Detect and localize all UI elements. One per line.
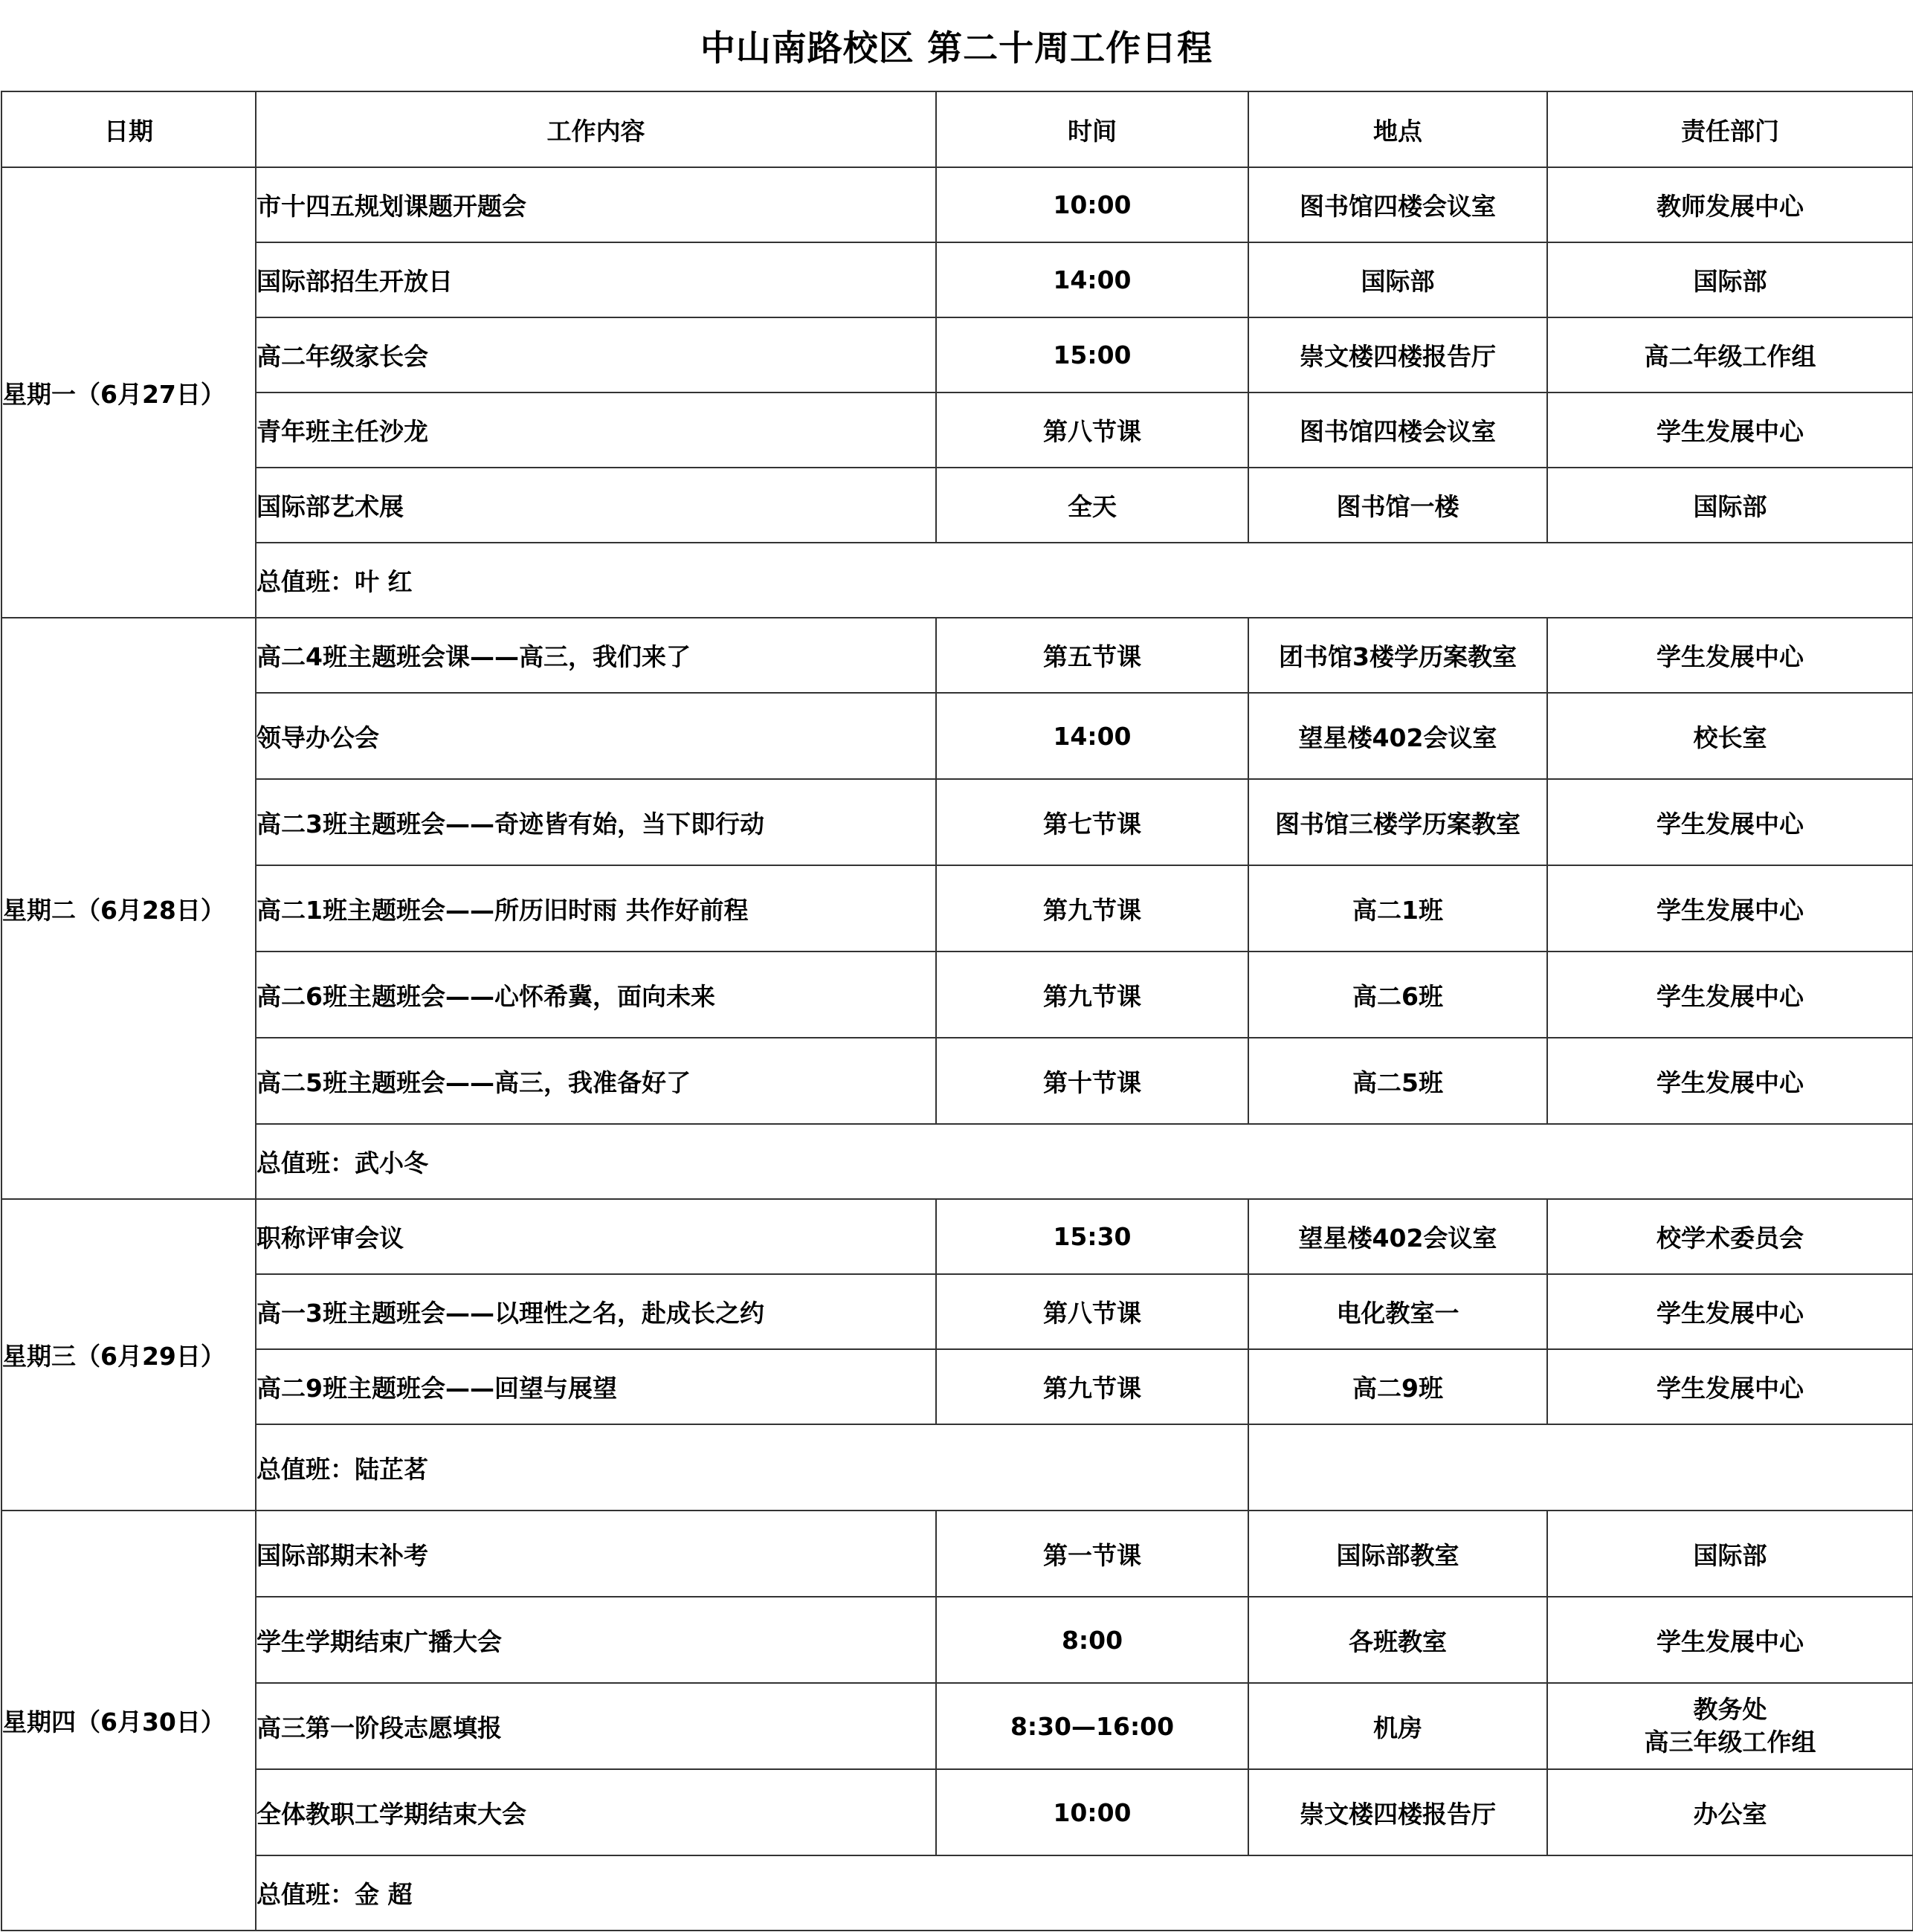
place-cell: 图书馆四楼会议室 bbox=[1248, 392, 1547, 468]
day-cell-tuesday: 星期二（6月28日） bbox=[1, 618, 256, 1199]
content-cell: 高二3班主题班会——奇迹皆有始，当下即行动 bbox=[256, 779, 936, 865]
dept-cell: 校学术委员会 bbox=[1547, 1199, 1913, 1274]
dept-cell: 学生发展中心 bbox=[1547, 1038, 1913, 1124]
time-cell: 8:30—16:00 bbox=[936, 1683, 1248, 1769]
time-cell: 全天 bbox=[936, 468, 1248, 543]
table-row bbox=[1, 1274, 1913, 1349]
content-cell: 国际部招生开放日 bbox=[256, 242, 936, 317]
content-cell: 国际部期末补考 bbox=[256, 1511, 936, 1597]
dept-cell: 学生发展中心 bbox=[1547, 1597, 1913, 1683]
time-cell: 第八节课 bbox=[936, 1274, 1248, 1349]
time-cell: 第一节课 bbox=[936, 1511, 1248, 1597]
dept-cell: 学生发展中心 bbox=[1547, 1349, 1913, 1424]
place-cell: 望星楼402会议室 bbox=[1248, 1199, 1547, 1274]
dept-cell: 校长室 bbox=[1547, 693, 1913, 779]
table-row bbox=[1, 1511, 1913, 1597]
table-row bbox=[1, 618, 1913, 693]
table-row bbox=[1, 317, 1913, 392]
table-row bbox=[1, 693, 1913, 779]
place-cell: 高二5班 bbox=[1248, 1038, 1547, 1124]
place-cell: 图书馆三楼学历案教室 bbox=[1248, 779, 1547, 865]
empty-cell bbox=[1248, 1424, 1913, 1511]
time-cell: 10:00 bbox=[936, 1769, 1248, 1855]
content-cell: 高二1班主题班会——所历旧时雨 共作好前程 bbox=[256, 865, 936, 952]
header-dept: 责任部门 bbox=[1547, 91, 1913, 167]
place-cell: 国际部教室 bbox=[1248, 1511, 1547, 1597]
place-cell: 各班教室 bbox=[1248, 1597, 1547, 1683]
dept-cell: 学生发展中心 bbox=[1547, 865, 1913, 952]
duty-row bbox=[1, 1124, 1913, 1199]
table-row bbox=[1, 468, 1913, 543]
duty-row bbox=[1, 1424, 1913, 1511]
dept-cell bbox=[1547, 1683, 1913, 1769]
header-content: 工作内容 bbox=[256, 91, 936, 167]
content-cell: 市十四五规划课题开题会 bbox=[256, 167, 936, 242]
time-cell: 第九节课 bbox=[936, 952, 1248, 1038]
time-cell: 第九节课 bbox=[936, 1349, 1248, 1424]
place-cell: 望星楼402会议室 bbox=[1248, 693, 1547, 779]
schedule-table bbox=[1, 91, 1913, 1931]
table-row bbox=[1, 392, 1913, 468]
place-cell: 图书馆一楼 bbox=[1248, 468, 1547, 543]
table-row bbox=[1, 1038, 1913, 1124]
duty-row bbox=[1, 543, 1913, 618]
place-cell: 高二6班 bbox=[1248, 952, 1547, 1038]
table-row bbox=[1, 1597, 1913, 1683]
dept-cell: 学生发展中心 bbox=[1547, 779, 1913, 865]
time-cell: 14:00 bbox=[936, 242, 1248, 317]
dept-cell: 国际部 bbox=[1547, 468, 1913, 543]
time-cell: 第七节课 bbox=[936, 779, 1248, 865]
duty-row bbox=[1, 1855, 1913, 1931]
table-row bbox=[1, 865, 1913, 952]
place-cell: 崇文楼四楼报告厅 bbox=[1248, 1769, 1547, 1855]
time-cell: 15:00 bbox=[936, 317, 1248, 392]
content-cell: 领导办公会 bbox=[256, 693, 936, 779]
dept-cell: 国际部 bbox=[1547, 1511, 1913, 1597]
dept-cell: 高二年级工作组 bbox=[1547, 317, 1913, 392]
content-cell: 高二6班主题班会——心怀希冀，面向未来 bbox=[256, 952, 936, 1038]
dept-cell: 教师发展中心 bbox=[1547, 167, 1913, 242]
duty-cell: 总值班：叶 红 bbox=[256, 543, 1913, 618]
table-row bbox=[1, 1349, 1913, 1424]
duty-cell: 总值班：武小冬 bbox=[256, 1124, 1913, 1199]
dept-cell: 学生发展中心 bbox=[1547, 952, 1913, 1038]
dept-cell: 学生发展中心 bbox=[1547, 1274, 1913, 1349]
place-cell: 高二1班 bbox=[1248, 865, 1547, 952]
table-row bbox=[1, 242, 1913, 317]
content-cell: 高三第一阶段志愿填报 bbox=[256, 1683, 936, 1769]
content-cell: 高二4班主题班会课——高三，我们来了 bbox=[256, 618, 936, 693]
day-cell-thursday: 星期四（6月30日） bbox=[1, 1511, 256, 1931]
day-cell-monday: 星期一（6月27日） bbox=[1, 167, 256, 618]
time-cell: 10:00 bbox=[936, 167, 1248, 242]
header-date: 日期 bbox=[1, 91, 256, 167]
table-row bbox=[1, 779, 1913, 865]
duty-cell: 总值班：陆芷茗 bbox=[256, 1424, 1248, 1511]
content-cell: 学生学期结束广播大会 bbox=[256, 1597, 936, 1683]
header-row bbox=[1, 91, 1913, 167]
time-cell: 14:00 bbox=[936, 693, 1248, 779]
place-cell: 国际部 bbox=[1248, 242, 1547, 317]
time-cell: 8:00 bbox=[936, 1597, 1248, 1683]
place-cell: 图书馆四楼会议室 bbox=[1248, 167, 1547, 242]
content-cell: 全体教职工学期结束大会 bbox=[256, 1769, 936, 1855]
header-place: 地点 bbox=[1248, 91, 1547, 167]
table-row bbox=[1, 1769, 1913, 1855]
time-cell: 第九节课 bbox=[936, 865, 1248, 952]
table-row bbox=[1, 952, 1913, 1038]
time-cell: 15:30 bbox=[936, 1199, 1248, 1274]
dept-cell: 学生发展中心 bbox=[1547, 392, 1913, 468]
content-cell: 高二年级家长会 bbox=[256, 317, 936, 392]
dept-line-2: 高三年级工作组 bbox=[1644, 1728, 1816, 1757]
dept-cell: 国际部 bbox=[1547, 242, 1913, 317]
content-cell: 国际部艺术展 bbox=[256, 468, 936, 543]
header-time: 时间 bbox=[936, 91, 1248, 167]
dept-cell: 办公室 bbox=[1547, 1769, 1913, 1855]
day-cell-wednesday: 星期三（6月29日） bbox=[1, 1199, 256, 1511]
table-row bbox=[1, 1199, 1913, 1274]
place-cell: 崇文楼四楼报告厅 bbox=[1248, 317, 1547, 392]
time-cell: 第五节课 bbox=[936, 618, 1248, 693]
place-cell: 团书馆3楼学历案教室 bbox=[1248, 618, 1547, 693]
dept-line-1: 教务处 bbox=[1693, 1695, 1767, 1724]
content-cell: 高二9班主题班会——回望与展望 bbox=[256, 1349, 936, 1424]
time-cell: 第十节课 bbox=[936, 1038, 1248, 1124]
place-cell: 机房 bbox=[1248, 1683, 1547, 1769]
table-row bbox=[1, 1683, 1913, 1769]
content-cell: 高二5班主题班会——高三，我准备好了 bbox=[256, 1038, 936, 1124]
page-title: 中山南路校区 第二十周工作日程 bbox=[700, 28, 1213, 69]
place-cell: 高二9班 bbox=[1248, 1349, 1547, 1424]
table-row bbox=[1, 167, 1913, 242]
content-cell: 职称评审会议 bbox=[256, 1199, 936, 1274]
dept-cell: 学生发展中心 bbox=[1547, 618, 1913, 693]
time-cell: 第八节课 bbox=[936, 392, 1248, 468]
place-cell: 电化教室一 bbox=[1248, 1274, 1547, 1349]
duty-cell: 总值班：金 超 bbox=[256, 1855, 1913, 1931]
content-cell: 青年班主任沙龙 bbox=[256, 392, 936, 468]
content-cell: 高一3班主题班会——以理性之名，赴成长之约 bbox=[256, 1274, 936, 1349]
